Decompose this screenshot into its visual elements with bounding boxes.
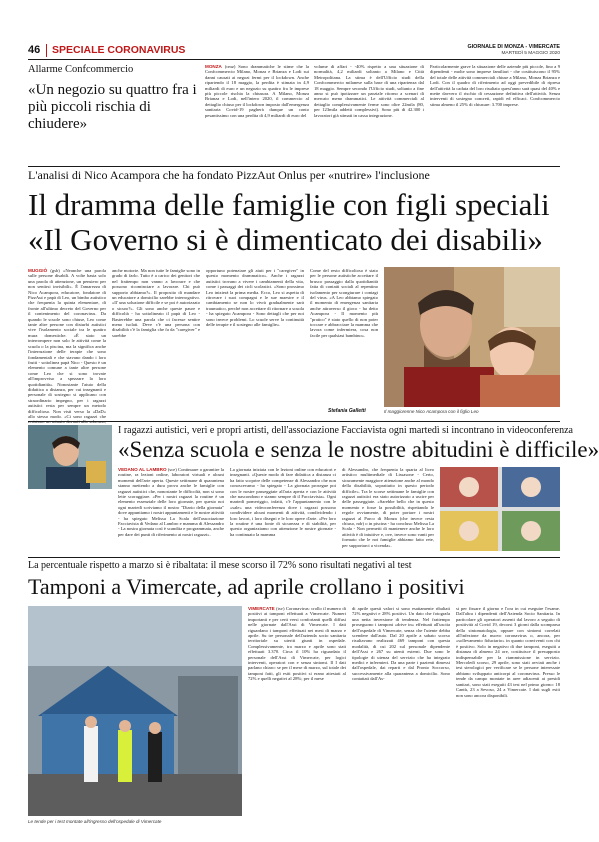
- article-kicker: I ragazzi autistici, veri e propri artisti, dell'associazione Facciavista ogni martedì si incontrano in videoconferenza: [118, 425, 573, 436]
- article-column-2: volume di affari - -40% rispetto a una situazione di normalità, 4,2 miliardi soltanto a Milano e Città Metropolitana. La stima è dell'Ufficio studi della Confcommercio milanese sulla base di una ripartenza dal 18 maggio. Sempre secondo l'Ufficio studi, soltanto a fine anno si può ipotizzare un parziale ritorno a scenari di mercato meno drammatici. Le attività commerciali al dettaglio complessivamente ferme sono oltre 22mila (80, per 123mila addetti complessivi). Sono più di 42.300 i lavoratori già stimati in cassa integrazione.: [314, 64, 424, 118]
- header-rule: [28, 59, 560, 60]
- article-column-3: opportuno potenziare gli aiuti per i "caregiver" in questo momento drammatico». Anche i ragazzi autistici trovano a vivere i cambiamenti della vita, come i passaggi dei cicli scolastici. «Sono prossimo Leo inizierà la prima media. Ecco, Leo si aspetta di ritrovare i suoi compagni e le sue maestre e il cambiamento se non lo vivrà gradualmente sarà traumatico, perché non accettare di ritornare a scuola - ha spiegato Acampora - Sono dettagli che per noi sono invece problemi. Lo scuole serve la continuità delle terapie e il sostegno alle famiglie».: [206, 268, 304, 328]
- article-column-3: di Alessandro, che frequenta la quarta al liceo artistico multimediale di Lissasone - Certo, sicuramente maggiore attenzione anche al mondo della disabilità, soprattutto in questo periodo difficile». Tra le scorse settimane le famiglie con ragazzi autistici era stato autorizzato a uscire per delle passeggiate. «Sarebbe bello che in questo momento e fosse la possibilità, rispettando le regole ovviamente, di poter portare i nostri ragazzi al Parco di Monza (che invece resta chiuso, ndr) o in piscina - ha concluso Melissa La Scala - Non permetti di mantenere anche le loro attività è di intuitive e, ove, invece sono vanti per formato che le noi famiglie abbiamo fatto rete, per supportarci a vicenda».: [342, 467, 434, 548]
- page-header: [28, 44, 560, 58]
- photo-young-artist: [28, 425, 112, 489]
- article-acampora: [28, 168, 560, 418]
- divider: [28, 421, 560, 422]
- article-column-4: Come del resto difficoltoso è stato per le persone autistiche accettare il brusco passaggio dalla quotidianità fatta di contatti sociali al repentino isolamento per scongiurare i contagi del virus. «A Leo abbiamo spiegato il momento di emergenza sanitaria anche attraverso il gioco - ha detto Acampora - Il momento più "pratico" è stato quello di non poter toccare e abbracciare la mamma che lavora come infermiera, cosa non facile per qualsiasi bambino».: [310, 268, 378, 338]
- dateline: VIMERCATE: [248, 606, 275, 611]
- dateline: VEDANO AL LAMBRO: [118, 467, 167, 472]
- article-confcommercio: [28, 64, 560, 164]
- photo-caption: Il maggiorenne Nico Acampora con il figlio Leo: [384, 409, 479, 414]
- article-title-line-1: Il dramma delle famiglie con figli speciali: [28, 187, 550, 222]
- photo-artworks-collage: [440, 467, 560, 551]
- divider: [28, 557, 560, 558]
- article-title: «Senza scuola e senza le nostre abitudini è difficile»: [118, 437, 599, 462]
- divider: [28, 166, 560, 167]
- article-column-2: La giornata iniziata con le lezioni online con educatori e insegnanti. «Queste modo di fare didattica a distanza ci ha fatto scoprire delle competenze di Alessandro che non conoscevamo - ha spiegato - La giornata prosegue poi con le nostre passeggiate all'aria aperta e con le attività che nascondono e stanno sempre di il Facciavista». Ogni martedì pomeriggio, infatti, c'è l'appuntamento con le «sale» una videoconferenza dove i ragazzi possono condividere alcuni momenti di attività, condividendo i loro lavori, i loro disegni e le loro opere d'arte. «Per loro la routine è una fonte di sicurezza e di stabilità, per questo organizziamo con attenzione le nostre giornate - ha continuato la mamma: [230, 467, 336, 537]
- article-column-1: MONZA (cmz) Sono drammatiche le stime che la Confcommercio Milano, Monza e Brianza e Lodi sui danni causati ai negozi fermi per il lockdown. Anche ripartendo il 18 maggio, la perdita è stimata in 4,9 miliardi di euro e un negozio su quattro fra le imprese più piccole rischia la chiusura. A Milano, Monza Brianza e Lodi, nell'intero 2020, il commercio al dettaglio chiuso per il lockdown imposto dall'emergenza sanitaria Covid-19 pagherà dunque un conto pesantissimo con una perdita di 4,9 miliardi di euro del: [205, 64, 310, 118]
- photo-father-and-son: [384, 267, 560, 407]
- newspaper-name: GIORNALE DI MONZA - VIMERCATE: [467, 44, 560, 50]
- article-title-line-2: «Il Governo si è dimenticato dei disabili»: [28, 222, 543, 257]
- section-title: SPECIALE CORONAVIRUS: [52, 44, 186, 56]
- issue-date: MARTEDÌ 5 MAGGIO 2020: [501, 51, 560, 56]
- article-column-1: MUGGIÒ (gsb) «Neanche una parola sulle persone disabili. A volte basta solo una parola di attenzione, un pensiero per non sentirsi invisibili». È l'amarezza di Nico Acampora, educatore, fondatore di PizzAut e papà di Leo, un bimbo autistico che frequenta la quinta elementare, di fronte all'ultimo decreto del Governo per il contenimento del coronavirus. Da quando le scuole sono chiuse, Leo come tante altre persone con disturbi autistici vive l'isolamento sociale tra le quattro mura domestiche. «È stato un interrompere non solo le attività come la scuola o la piscina, ma la significa anche l'interruzione delle terapie che sono fondamentali e che stavano dando i loro frutti - sottolinea papà Nico - Questo è un elemento comune a tante altre persone come Leo che si sono trovate all'improvviso a spezzare la loro quotidianità». Nonostante l'aiuto della didattica a distanza, per cui insegnanti e personale di sostegno si applicano con straordinario impegno, per i ragazzi autistici resta per sempre un metodo difficoltoso. Non visti verso la «DaD» allo stesso modo. «Ci sono ragazzi che: [28, 268, 106, 419]
- article-column-2: anche motorie. Ma non tutte le famiglie sono in grado di farlo. Tutto è a carico dei genitori che nel frattempo non vanno a lavorare e che possono ricominciare a lavorare. Chi può supporto abbiamo?». Il proposito di mandare un educatore a domicilio sarebbe interrogativo. «Il' una soluzione difficile e se poi è autorizzato o sicuro?». Gli sono anche queste paure e difficoltà - ha sottolineato il papà di Leo - Basterebbe una parola che ci facesse sentire meno isolati. Deve c'è una persona con disabilità c'è la famiglia che fa da "caregiver" e sarebbe: [112, 268, 200, 338]
- article-kicker: L'analisi di Nico Acampora che ha fondato PizzAut Onlus per «nutrire» l'inclusione: [28, 168, 430, 182]
- article-column-1: VIMERCATE (tsv) Coronavirus: crollo il numero di positivi ai tamponi effettuati a Vimercate. Numeri importanti e per certi versi confortanti quelli diffusi nelle giornate dall'Asst di Vimercate. I dati riguardano i tamponi effettuati nei mesi di marzo e aprile. Su tre personale dell'azienda socio sanitaria territoriale su uteriti giunti in ospedale. Complessivamente, tra marzo e aprile sono stati effettuati 3.370. Circa il 10% ha riguardato il personale dell'Asst di Vimercate, per logici interventi, operatori con e senza sintomi. Il I dati parlano chiaro: se per il mese di marzo, sul totale dei tamponi fatti, gli esiti positivi si erano attestati al 72% e quelli negativi al 28%; per il mese: [248, 606, 346, 682]
- article-facciavista: [28, 423, 599, 551]
- article-tamponi: [28, 560, 560, 830]
- article-column-1: VEDANO AL LAMBRO (sce) Continuare a garantire la routine, ra lezioni online, laboratori virtuali e alcuni momenti dell'arte aperta. Queste settimane di quarantena stanno mettendo a dura prova anche le famiglie con ragazzi autistici che, nonostante le difficoltà, non si sono lette scoraggiare. «Per i nostri ragazzi la routine è un elemento essenziale delle loro giornate, per questo noi ogni martedì scriviamo il nostro "Diario della giornata" dove appuntiamo i nostri appuntamenti e le nostre attività - ha spiegato Melissa La Scala dell'associazione Facciavista di Vedano al Lambro e mamma di Alessandro - La nostra giornata così è scandita e programmata, anche per dare dei punti di riferimento ai nostri ragazzi».: [118, 467, 225, 537]
- article-column-3: Particolarmente grave la situazione delle aziende più piccole, fino a 9 dipendenti - molte sono imprese familiari - che costituiscono il 95% del totale delle attività commerciali chiuse a Milano, Monza Brianza e Lodi. Con il quadro di riferimento ad oggi prevedibile di ripresa dell'attività la caduta del loro risultato quest'anno sarà quasi del 40% e mette davvero il rischio di cessazione definitiva dell'attività. Senza interventi di sostegno concreti, rapidi ed efficaci. Confcommercio stima almeno il 25% di chiusure: 3.700 imprese.: [430, 64, 560, 107]
- article-kicker: La percentuale rispetto a marzo si è ribaltata: il mese scorso il 72% sono risultati negativi al test: [28, 560, 412, 571]
- article-title: Tamponi a Vimercate, ad aprile crollano i positivi: [28, 574, 465, 599]
- dateline: MONZA: [205, 64, 222, 69]
- article-byline: Stefania Galletti: [328, 408, 366, 414]
- article-column-2: di aprile questi valori si sono esattamente ribaltati 72% negativi e 28% positivi. Un dato che fotografa una netta inversione di tendenza. Nel frattempo proseguono i tamponi «drive in» effettuati all'uscita dell'ospedale di Vimercate, senza che l'utente debba scendere dall'auto. Dal 20 aprile a sabato scorso risultavano realizzati 469 tamponi con questa modalità, di cui 202 sul personale dipendente dell'Asst e 267 su utenti esterni. Due sono le tipologie di utenza del servizio che ha integrato medici e infermieri. Da una parte i pazienti dimessi dall'ospedale, dai reparti e dal Pronto Soccorso, successivamente alla quarantena a domicilio. Sono contattati dall'As-: [352, 606, 450, 682]
- page-number: 46: [28, 44, 41, 56]
- photo-test-tents: [28, 606, 242, 816]
- article-column-3: st per fissare il giorno e l'ora in cui eseguire l'esame. Dall'altra i dipendenti dell'Azienda Socio Sanitaria. In particolare gli operatori assenti dal lavoro a seguito di positività al Covid 19, decorsi 3 giorni dalla scomparsa della sintomatologia, oppure con sintomi correlati all'infezione da nuovo coronavirus o, ancora, per «sollevamento fiduciario» in quanto conviventi con chi è positivo. Solo in negativo di due tamponi, eseguiti a distanza di almeno 24 ore, costituisce il presupposto indispensabile per la riammissione in servizio. Mercoledì scorso, 29 aprile, sono stati avviati anche i test sierologici per verificare se le persone interessate abbiano sviluppato anticorpi al coronavirus. Presso le tende da campo montate in aree adiacenti ai presidi sanitari, sono stati eseguiti 43 test nel primo giorno: 18 Cantù, 23 a Sevoso, 24 a Vimercate. I dati sugli esiti non sono ancora disponibili.: [456, 606, 560, 698]
- article-kicker: Allarme Confcommercio: [28, 64, 134, 75]
- article-title: «Un negozio su quattro fra i più piccoli rischia di chiudere»: [28, 82, 197, 132]
- photo-caption: Le tende per i test montate all'ingresso dell'ospedale di Vimercate: [28, 819, 162, 824]
- header-divider: [46, 44, 47, 57]
- dateline: MUGGIÒ: [28, 268, 48, 273]
